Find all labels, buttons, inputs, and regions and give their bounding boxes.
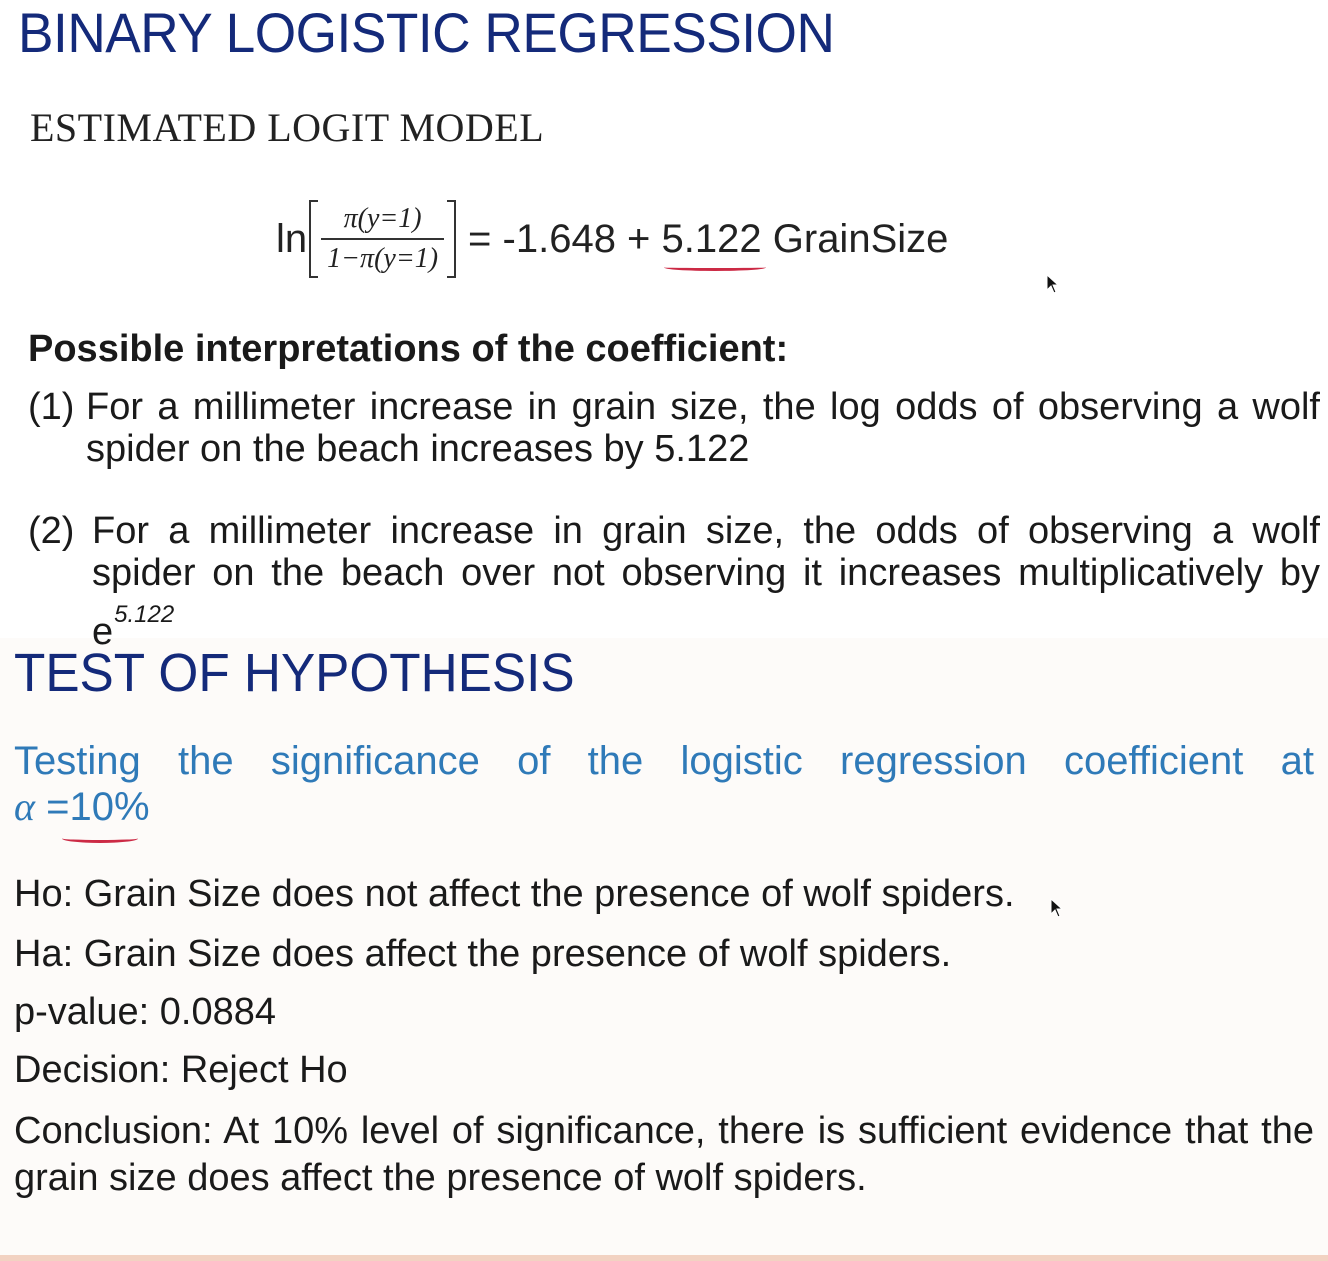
equation-rhs — [468, 217, 948, 262]
alternative-hypothesis: Ha: Grain Size does affect the presence of wolf spiders. — [14, 933, 952, 975]
null-hypothesis: Ho: Grain Size does not affect the presence of wolf spiders. — [14, 873, 1015, 915]
slide-title: BINARY LOGISTIC REGRESSION — [18, 1, 835, 64]
interpretation-item-1 — [28, 386, 1320, 476]
logit-equation — [276, 194, 948, 284]
model-subtitle: ESTIMATED LOGIT MODEL — [30, 105, 545, 150]
section-title: TEST OF HYPOTHESIS — [14, 643, 575, 703]
decision: Decision: Reject Ho — [14, 1049, 348, 1091]
p-value: p-value: 0.0884 — [14, 991, 276, 1033]
annotation-underline — [62, 834, 138, 843]
item-number: (2) — [28, 510, 75, 552]
alpha-level — [14, 784, 150, 830]
ln-operator: ln — [276, 216, 308, 261]
odds-fraction — [321, 203, 444, 275]
item-text: For a millimeter increase in grain size, the log odds of observing a wolf spider on the beach increases by 5.122 — [86, 386, 1320, 470]
conclusion: Conclusion: At 10% level of significance, there is sufficient evidence that the grain size does affect the presence of wolf spiders. — [14, 1110, 1314, 1199]
item-text-wrapper — [92, 510, 1320, 653]
alpha-value: =10% — [35, 785, 150, 829]
alpha-symbol: α — [14, 784, 35, 829]
fraction-numerator: π(y=1) — [343, 203, 422, 234]
item-text: For a millimeter increase in grain size, the odds of observing a wolf spider on the beach over not observing it increases multiplicatively by e — [92, 510, 1320, 653]
equation-coefficient: 5.122 — [661, 216, 762, 261]
equation-intercept: = -1.648 + — [468, 216, 662, 261]
fraction-denominator: 1−π(y=1) — [321, 238, 444, 275]
bottom-edge — [0, 1255, 1328, 1261]
exponent-superscript: 5.122 — [114, 601, 175, 628]
testing-statement: Testing the significance of the logistic regression coefficient at — [14, 739, 1314, 783]
item-number: (1) — [28, 386, 75, 428]
mouse-cursor-icon — [1046, 274, 1060, 294]
equation-variable: GrainSize — [761, 216, 949, 261]
equation-bracket — [309, 194, 456, 284]
mouse-cursor-icon — [1050, 898, 1064, 918]
interpretations-heading: Possible interpretations of the coefficient: — [28, 328, 789, 370]
interpretation-item-2 — [28, 510, 1320, 653]
